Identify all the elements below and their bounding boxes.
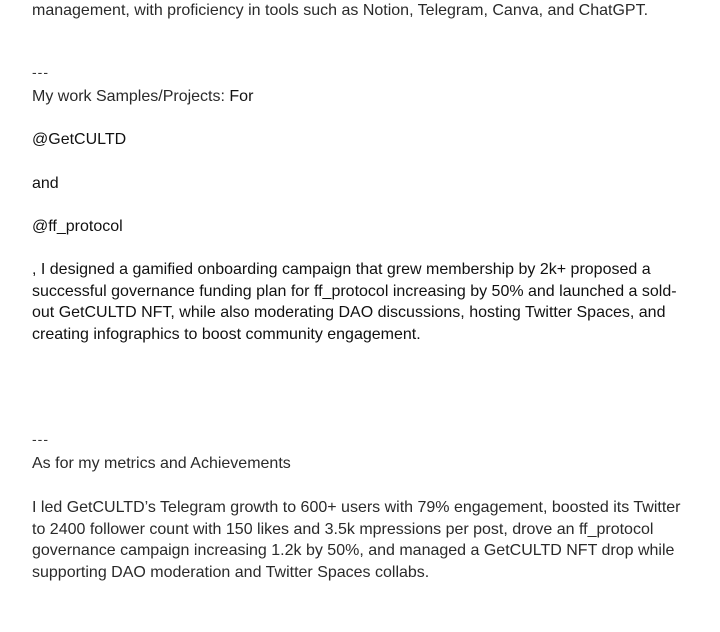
work-heading-suffix: For [229, 88, 254, 105]
metrics-description: I led GetCULTD’s Telegram growth to 600+ users with 79% engagement, boosted its Twitter to 2400 follower count with 150 likes and 3.5k mpressions per post, drove an ff_protocol governance campaign increasing 1.2k by 50%, and managed a GetCULTD NFT drop while supporting DAO moderation and Twitter Spaces collabs. [32, 499, 681, 581]
mention-ff-protocol[interactable]: @ff_protocol [32, 218, 123, 235]
work-samples-heading [32, 86, 253, 108]
and-text: and [32, 175, 59, 192]
intro-tail-text: management, with proficiency in tools such as Notion, Telegram, Canva, and ChatGPT. [32, 2, 649, 19]
section-separator-1: --- [32, 64, 49, 80]
mention-getcultd[interactable]: @GetCULTD [32, 131, 127, 148]
metrics-heading: As for my metrics and Achievements [32, 455, 291, 472]
work-heading-prefix: My work Samples/Projects: [32, 88, 225, 105]
section-separator-2: --- [32, 431, 49, 447]
project-description: , I designed a gamified onboarding campaign that grew membership by 2k+ proposed a successful governance funding plan for ff_protocol increasing by 50% and launched a sold-out GetCULTD NFT, while also moderating DAO discussions, hosting Twitter Spaces, and creating infographics to boost community engagement. [32, 261, 677, 343]
